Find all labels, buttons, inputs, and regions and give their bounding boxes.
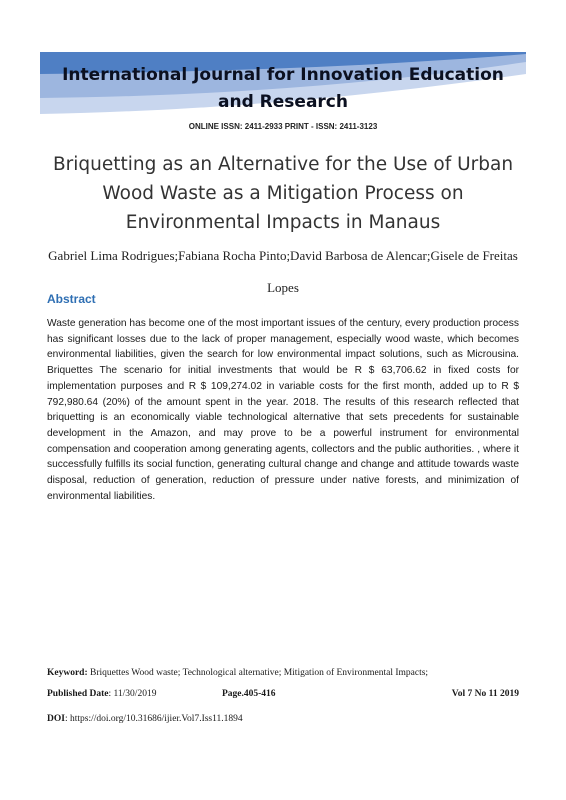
published-label: Published Date xyxy=(47,689,109,699)
published-date xyxy=(47,689,222,699)
abstract-heading: Abstract xyxy=(47,292,96,306)
issn-line: ONLINE ISSN: 2411-2933 PRINT - ISSN: 2411-3123 xyxy=(188,122,378,131)
paper-title: Briquetting as an Alternative for the Use of Urban Wood Waste as a Mitigation Process on Environmental Impacts in Manaus xyxy=(52,154,514,233)
author-list: Gabriel Lima Rodrigues;Fabiana Rocha Pinto;David Barbosa de Alencar;Gisele de Freitas Lopes xyxy=(48,248,518,295)
keyword-line xyxy=(47,668,519,678)
published-value: : 11/30/2019 xyxy=(108,689,157,699)
publication-meta xyxy=(47,689,519,699)
keyword-label: Keyword: xyxy=(47,668,88,678)
keyword-text: Briquettes Wood waste; Technological alternative; Mitigation of Environmental Impacts; xyxy=(87,668,429,678)
journal-title: International Journal for Innovation Education and Research xyxy=(62,65,504,112)
doi-line xyxy=(47,714,519,724)
doi-label: DOI xyxy=(47,714,65,724)
page-range: Page.405-416 xyxy=(222,689,276,699)
abstract-text: Waste generation has become one of the most important issues of the century, every production process has significant losses due to the lack of proper management, especially wood waste, which becomes environmental liabilities, given the search for low environmental impact solutions, such as Microusina. Briquettes The scenario for initial investments that would be R $ 63,706.62 in fixed costs for implementation purposes and R $ 109,274.02 in variable costs for the first month, added up to R $ 792,980.64 (20%) of the amount spent in the year. 2018. The results of this research reflected that briquetting is an economically viable technological alternative that sets precedents for sustainable development in the Amazon, and may prove to be a powerful instrument for environmental compensation and cooperation among generating agents, collectors and the public authorities. , where it successfully fulfills its social function, generating cultural change and change and attitude towards waste disposal, reduction of generation, reduction of pressure under native forests, and minimization of environmental liabilities. xyxy=(47,318,519,502)
doi-link[interactable]: : https://doi.org/10.31686/ijier.Vol7.Iss11.1894 xyxy=(64,714,243,724)
volume-issue: Vol 7 No 11 2019 xyxy=(451,689,519,699)
